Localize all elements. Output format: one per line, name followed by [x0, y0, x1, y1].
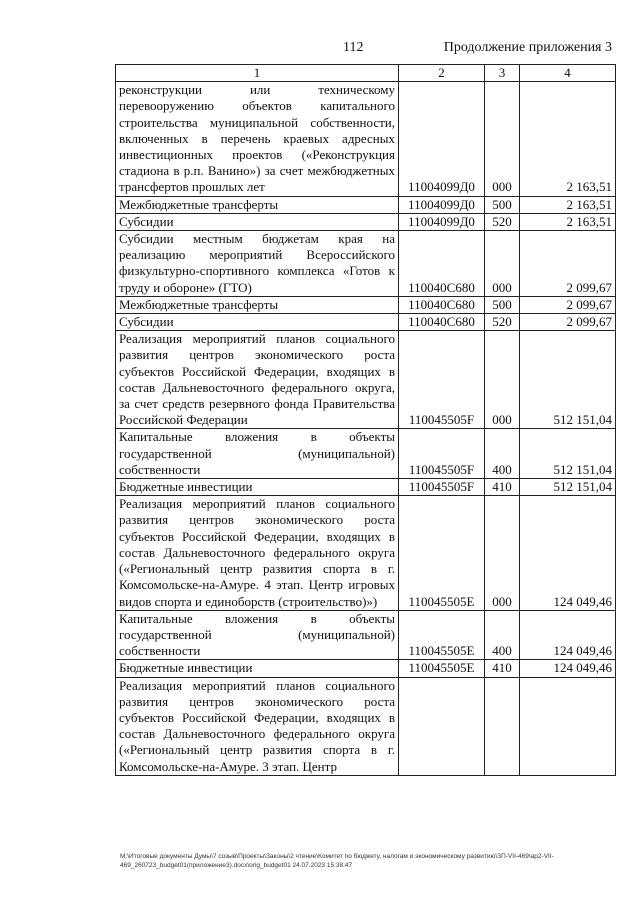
row-expense-type: 400: [485, 610, 520, 660]
row-description: Межбюджетные трансферты: [116, 196, 399, 213]
table-header-row: [116, 65, 616, 82]
row-target-code: 110040С680: [399, 231, 485, 297]
row-amount: 2 099,67: [520, 231, 616, 297]
row-expense-type: 520: [485, 213, 520, 230]
row-target-code: 11004099Д0: [399, 213, 485, 230]
appendix-continuation-label: Продолжение приложения 3: [443, 40, 612, 55]
row-description: Межбюджетные трансферты: [116, 296, 399, 313]
row-target-code: 11004099Д0: [399, 82, 485, 196]
table-row: [116, 196, 616, 213]
table-row: [116, 429, 616, 479]
row-target-code: 110040С680: [399, 296, 485, 313]
page-header: [0, 40, 640, 60]
row-expense-type: 500: [485, 296, 520, 313]
row-expense-type: 410: [485, 479, 520, 496]
row-expense-type: 000: [485, 331, 520, 429]
table-row: [116, 660, 616, 677]
table-row: [116, 314, 616, 331]
row-target-code: 110045505Е: [399, 496, 485, 610]
row-target-code: 110045505F: [399, 479, 485, 496]
row-description: реконструкции или техническому перевооружению объектов капитального строительства муниципальной собственности, включенных в перечень краевых адресных инвестиционных проектов («Реконструкция стадиона в р.п. Ванино») за счет межбюджетных трансфертов прошлых лет: [116, 82, 399, 196]
column-header-4: 4: [520, 65, 616, 82]
row-target-code: 110045505Е: [399, 610, 485, 660]
column-header-3: 3: [485, 65, 520, 82]
table-row: [116, 82, 616, 196]
row-description: Субсидии: [116, 314, 399, 331]
row-expense-type: 500: [485, 196, 520, 213]
row-amount: 124 049,46: [520, 496, 616, 610]
table-row: [116, 496, 616, 610]
row-expense-type: 000: [485, 231, 520, 297]
row-description: Капитальные вложения в объекты государственной (муниципальной) собственности: [116, 610, 399, 660]
row-amount: 2 099,67: [520, 314, 616, 331]
row-expense-type: [485, 677, 520, 775]
row-target-code: 11004099Д0: [399, 196, 485, 213]
row-expense-type: 400: [485, 429, 520, 479]
row-target-code: 110045505F: [399, 429, 485, 479]
row-description: Реализация мероприятий планов социального развития центров экономического роста субъектов Российской Федерации, входящих в состав Дальневосточного федерального округа («Региональный центр развития спорта в г. Комсомольске-на-Амуре. 4 этап. Центр игровых видов спорта и единоборств (строительство)»): [116, 496, 399, 610]
row-amount: 512 151,04: [520, 429, 616, 479]
table-row: [116, 296, 616, 313]
row-amount: 512 151,04: [520, 479, 616, 496]
row-amount: 2 163,51: [520, 196, 616, 213]
row-expense-type: 000: [485, 82, 520, 196]
row-description: Бюджетные инвестиции: [116, 479, 399, 496]
row-description: Капитальные вложения в объекты государственной (муниципальной) собственности: [116, 429, 399, 479]
column-header-2: 2: [399, 65, 485, 82]
budget-table: [115, 64, 616, 776]
row-target-code: [399, 677, 485, 775]
row-target-code: 110040С680: [399, 314, 485, 331]
row-amount: 124 049,46: [520, 660, 616, 677]
row-description: Субсидии: [116, 213, 399, 230]
row-expense-type: 520: [485, 314, 520, 331]
row-amount: 2 163,51: [520, 213, 616, 230]
table-row: [116, 479, 616, 496]
row-description: Субсидии местным бюджетам края на реализацию мероприятий Всероссийского физкультурно-спортивного комплекса «Готов к труду и обороне» (ГТО): [116, 231, 399, 297]
column-header-1: 1: [116, 65, 399, 82]
page-number: 112: [343, 40, 364, 55]
row-amount: 2 163,51: [520, 82, 616, 196]
row-expense-type: 410: [485, 660, 520, 677]
row-target-code: 110045505F: [399, 331, 485, 429]
table-row: [116, 213, 616, 230]
row-expense-type: 000: [485, 496, 520, 610]
row-amount: 2 099,67: [520, 296, 616, 313]
table-row: [116, 331, 616, 429]
table-row: [116, 610, 616, 660]
row-amount: 124 049,46: [520, 610, 616, 660]
table-row: [116, 677, 616, 775]
table-row: [116, 231, 616, 297]
row-description: Бюджетные инвестиции: [116, 660, 399, 677]
row-description: Реализация мероприятий планов социального развития центров экономического роста субъектов Российской Федерации, входящих в состав Дальневосточного федерального округа («Региональный центр развития спорта в г. Комсомольске-на-Амуре. 3 этап. Центр: [116, 677, 399, 775]
row-amount: [520, 677, 616, 775]
row-amount: 512 151,04: [520, 331, 616, 429]
row-description: Реализация мероприятий планов социального развития центров экономического роста субъектов Российской Федерации, входящих в состав Дальневосточного федерального округа, за счет средств резервного фонда Правительства Российской Федерации: [116, 331, 399, 429]
row-target-code: 110045505Е: [399, 660, 485, 677]
document-path-footer: М:\Итоговые документы Думы\7 созыв\Проекты\Законы\2 чтение\Комитет по бюджету, налогам и экономическому развитию\ЗП-VII-469\ар2-VII-469_260723_budget01(приложение3).docx\orig_budget01 24.07.2023 15:38:47: [120, 853, 554, 869]
